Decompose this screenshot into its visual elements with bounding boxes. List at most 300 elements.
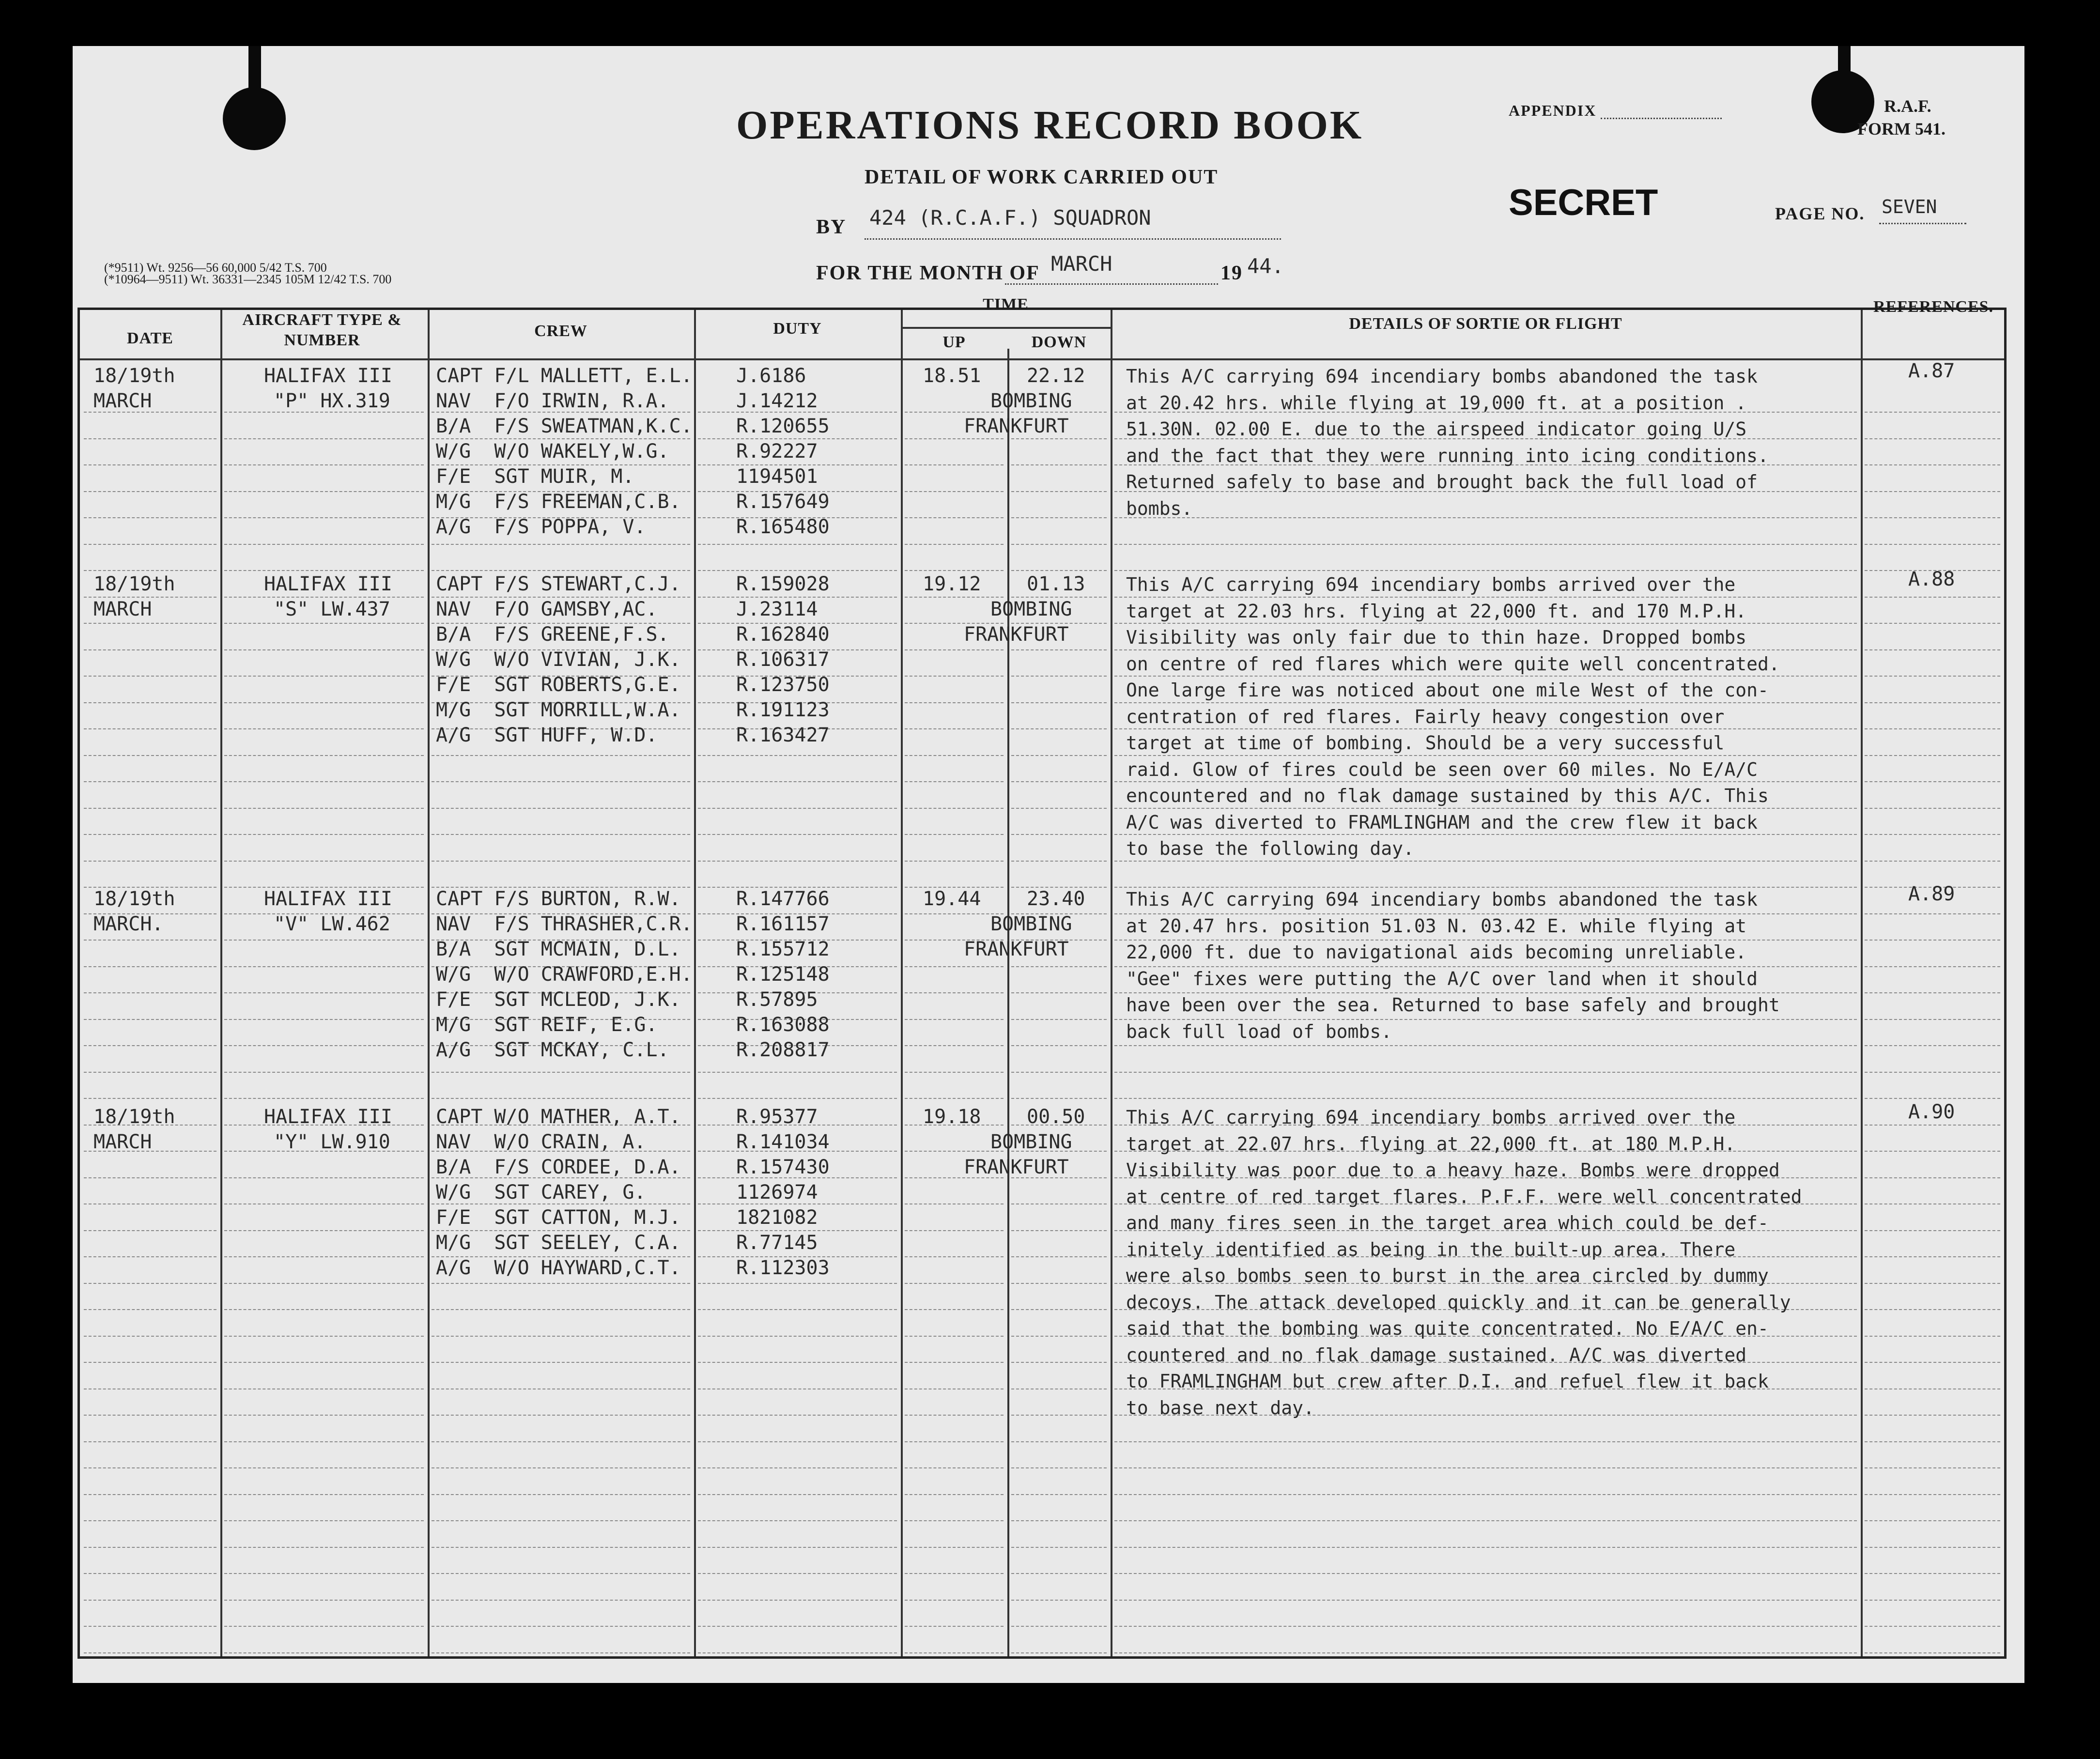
entry-date: MARCH bbox=[93, 390, 152, 412]
ruled-line bbox=[905, 1256, 1004, 1257]
crew-member: M/G F/S FREEMAN,C.B. bbox=[436, 491, 681, 513]
ruled-line bbox=[432, 808, 690, 809]
ruled-line bbox=[905, 1362, 1004, 1363]
entry-date: MARCH bbox=[93, 598, 152, 620]
ruled-line bbox=[432, 1283, 690, 1284]
ruled-line bbox=[905, 1283, 1004, 1284]
ruled-line bbox=[1865, 913, 2000, 914]
ruled-line bbox=[698, 1626, 897, 1627]
time-up: 19.44 bbox=[923, 888, 981, 910]
form-title: OPERATIONS RECORD BOOK bbox=[736, 103, 1364, 148]
ruled-line bbox=[84, 702, 216, 703]
service-number: R.123750 bbox=[736, 674, 830, 696]
sortie-detail-line: countered and no flak damage sustained. A/C was diverted bbox=[1126, 1344, 1747, 1366]
operation-target: FRANKFURT bbox=[964, 415, 1069, 437]
service-number: J.14212 bbox=[736, 390, 818, 412]
service-number: R.163427 bbox=[736, 724, 830, 746]
sortie-detail-line: have been over the sea. Returned to base safely and brought bbox=[1126, 994, 1780, 1016]
crew-member: W/G W/O CRAWFORD,E.H. bbox=[436, 963, 693, 986]
ruled-line bbox=[1865, 491, 2000, 492]
header-bottom-line bbox=[80, 358, 2004, 360]
ruled-line bbox=[84, 1336, 216, 1337]
ruled-line bbox=[1865, 808, 2000, 809]
ruled-line bbox=[84, 781, 216, 782]
ruled-line bbox=[905, 992, 1004, 993]
crew-member: CAPT F/S STEWART,C.J. bbox=[436, 573, 681, 595]
ruled-line bbox=[432, 544, 690, 545]
ruled-line bbox=[84, 1652, 216, 1653]
ruled-line bbox=[1865, 1467, 2000, 1468]
ruled-line bbox=[432, 1098, 690, 1099]
ruled-line bbox=[84, 491, 216, 492]
ruled-line bbox=[698, 1494, 897, 1495]
header-date: DATE bbox=[127, 329, 173, 347]
ruled-line bbox=[224, 438, 424, 439]
ruled-line bbox=[905, 1600, 1004, 1601]
ruled-line bbox=[1865, 1573, 2000, 1574]
ruled-line bbox=[1011, 1230, 1107, 1231]
service-number: R.147766 bbox=[736, 888, 830, 910]
sortie-detail-line: 22,000 ft. due to navigational aids becoming unreliable. bbox=[1126, 941, 1747, 963]
ruled-line bbox=[905, 808, 1004, 809]
ruled-line bbox=[84, 1626, 216, 1627]
ruled-line bbox=[84, 992, 216, 993]
crew-member: NAV F/O IRWIN, R.A. bbox=[436, 390, 669, 412]
ruled-line bbox=[84, 1019, 216, 1020]
sortie-detail-line: One large fire was noticed about one mile West of the con- bbox=[1126, 679, 1769, 701]
ruled-line bbox=[432, 1415, 690, 1416]
sortie-detail-line: bombs. bbox=[1126, 497, 1193, 519]
ruled-line bbox=[905, 1626, 1004, 1627]
ruled-line bbox=[84, 861, 216, 862]
ruled-line bbox=[84, 1072, 216, 1073]
reference-code: A.90 bbox=[1908, 1101, 1955, 1123]
ruled-line bbox=[224, 1547, 424, 1548]
ruled-line bbox=[432, 861, 690, 862]
operation-type: BOMBING bbox=[990, 390, 1072, 412]
service-number: R.162840 bbox=[736, 623, 830, 646]
sortie-table bbox=[77, 295, 2007, 1659]
ruled-line bbox=[1865, 1019, 2000, 1020]
ruled-line bbox=[224, 992, 424, 993]
reference-code: A.89 bbox=[1908, 883, 1955, 905]
ruled-line bbox=[1865, 676, 2000, 677]
time-down: 23.40 bbox=[1027, 888, 1085, 910]
sortie-detail-line: Visibility was poor due to a heavy haze. Bombs were dropped bbox=[1126, 1159, 1780, 1181]
crew-member: F/E SGT MUIR, M. bbox=[436, 465, 634, 488]
ruled-line bbox=[224, 1415, 424, 1416]
ruled-line bbox=[1865, 728, 2000, 729]
ruled-line bbox=[698, 1309, 897, 1310]
ruled-line bbox=[1011, 1573, 1107, 1574]
ruled-line bbox=[224, 649, 424, 650]
ruled-line bbox=[1011, 861, 1107, 862]
ruled-line bbox=[905, 491, 1004, 492]
ruled-line bbox=[1865, 412, 2000, 413]
ruled-line bbox=[1011, 676, 1107, 677]
entry-aircraft: HALIFAX III bbox=[264, 1106, 392, 1128]
ruled-line bbox=[1865, 623, 2000, 624]
entry-aircraft: "P" HX.319 bbox=[274, 390, 390, 412]
ruled-line bbox=[1865, 1415, 2000, 1416]
operation-type: BOMBING bbox=[990, 598, 1072, 620]
sortie-detail-line: This A/C carrying 694 incendiary bombs abandoned the task bbox=[1126, 366, 1758, 387]
ruled-line bbox=[224, 728, 424, 729]
by-label: BY bbox=[816, 216, 847, 238]
ruled-line bbox=[905, 1309, 1004, 1310]
ruled-line bbox=[224, 1309, 424, 1310]
ruled-line bbox=[84, 1441, 216, 1442]
ruled-line bbox=[84, 1045, 216, 1046]
sortie-detail-line: at centre of red target flares. P.F.F. were well concentrated bbox=[1126, 1186, 1802, 1207]
ruled-line bbox=[1011, 966, 1107, 967]
ruled-line bbox=[1865, 1600, 2000, 1601]
form-code-541: FORM 541. bbox=[1857, 119, 1946, 139]
ruled-line bbox=[84, 755, 216, 756]
sortie-detail-line: to FRAMLINGHAM but crew after D.I. and refuel flew it back bbox=[1126, 1371, 1769, 1392]
ruled-line bbox=[1011, 1547, 1107, 1548]
crew-member: NAV W/O CRAIN, A. bbox=[436, 1131, 646, 1153]
ruled-line bbox=[1865, 438, 2000, 439]
ruled-line bbox=[1011, 544, 1107, 545]
ruled-line bbox=[224, 1256, 424, 1257]
ruled-line bbox=[224, 623, 424, 624]
ruled-line bbox=[432, 1072, 690, 1073]
ruled-line bbox=[1011, 808, 1107, 809]
col-divider bbox=[901, 310, 903, 1656]
ruled-line bbox=[1114, 570, 1857, 571]
ruled-line bbox=[224, 544, 424, 545]
page-number-value: SEVEN bbox=[1882, 196, 1937, 217]
sortie-detail-line: A/C was diverted to FRAMLINGHAM and the crew flew it back bbox=[1126, 811, 1758, 833]
ruled-line bbox=[1865, 1362, 2000, 1363]
ruled-line bbox=[1011, 570, 1107, 571]
ruled-line bbox=[84, 1256, 216, 1257]
printer-line-2: (*10964—9511) Wt. 36331—2345 105M 12/42 T.S. 700 bbox=[104, 272, 392, 286]
service-number: R.163088 bbox=[736, 1014, 830, 1036]
ruled-line bbox=[905, 1336, 1004, 1337]
ruled-line bbox=[224, 1626, 424, 1627]
ruled-line bbox=[84, 808, 216, 809]
ruled-line bbox=[224, 1467, 424, 1468]
ruled-line bbox=[84, 1547, 216, 1548]
ruled-line bbox=[905, 464, 1004, 465]
ruled-line bbox=[1865, 1072, 2000, 1073]
ruled-line bbox=[1011, 992, 1107, 993]
col-divider bbox=[694, 310, 696, 1656]
ruled-line bbox=[224, 966, 424, 967]
ruled-line bbox=[1114, 517, 1857, 518]
ruled-line bbox=[1865, 1177, 2000, 1178]
ruled-line bbox=[1114, 1467, 1857, 1468]
ruled-line bbox=[224, 1600, 424, 1601]
crew-member: W/G W/O VIVIAN, J.K. bbox=[436, 648, 681, 671]
ruled-line bbox=[1011, 1098, 1107, 1099]
ruled-line bbox=[698, 1547, 897, 1548]
crew-member: A/G W/O HAYWARD,C.T. bbox=[436, 1257, 681, 1279]
ruled-line bbox=[224, 1362, 424, 1363]
ruled-line bbox=[1865, 1230, 2000, 1231]
ruled-line bbox=[698, 544, 897, 545]
ruled-line bbox=[698, 1520, 897, 1521]
time-down: 01.13 bbox=[1027, 573, 1085, 595]
ruled-line bbox=[432, 1309, 690, 1310]
ruled-line bbox=[1011, 781, 1107, 782]
ruled-line bbox=[432, 570, 690, 571]
header-duty: DUTY bbox=[773, 320, 822, 338]
service-number: 1126974 bbox=[736, 1181, 818, 1204]
ruled-line bbox=[1865, 1652, 2000, 1653]
ruled-line bbox=[224, 1494, 424, 1495]
service-number: R.157430 bbox=[736, 1156, 830, 1178]
sortie-detail-line: said that the bombing was quite concentrated. No E/A/C en- bbox=[1126, 1318, 1769, 1339]
binder-hole-left bbox=[223, 87, 286, 150]
crew-member: NAV F/S THRASHER,C.R. bbox=[436, 913, 693, 935]
ruled-line bbox=[698, 1467, 897, 1468]
crew-member: B/A SGT MCMAIN, D.L. bbox=[436, 938, 681, 960]
ruled-line bbox=[1865, 1441, 2000, 1442]
ruled-line bbox=[698, 1283, 897, 1284]
header-aircraft: AIRCRAFT TYPE & NUMBER bbox=[242, 311, 402, 349]
month-label: FOR THE MONTH OF bbox=[816, 262, 1040, 284]
sortie-detail-line: encountered and no flak damage sustained by this A/C. This bbox=[1126, 785, 1769, 806]
header-time-up: UP bbox=[942, 333, 966, 351]
ruled-line bbox=[905, 1019, 1004, 1020]
ruled-line bbox=[1114, 1547, 1857, 1548]
ruled-line bbox=[698, 834, 897, 835]
sortie-detail-line: Returned safely to base and brought back the full load of bbox=[1126, 471, 1758, 493]
ruled-line bbox=[1011, 1441, 1107, 1442]
ruled-line bbox=[1865, 755, 2000, 756]
ruled-line bbox=[1114, 1098, 1857, 1099]
crew-member: NAV F/O GAMSBY,AC. bbox=[436, 598, 658, 620]
sortie-detail-line: at 20.47 hrs. position 51.03 N. 03.42 E. while flying at bbox=[1126, 915, 1747, 937]
entry-date: 18/19th bbox=[93, 888, 175, 910]
year-prefix: 19 bbox=[1220, 262, 1243, 284]
crew-member: CAPT W/O MATHER, A.T. bbox=[436, 1106, 681, 1128]
time-up: 19.18 bbox=[923, 1106, 981, 1128]
ruled-line bbox=[1865, 517, 2000, 518]
ruled-line bbox=[84, 1177, 216, 1178]
service-number: R.165480 bbox=[736, 516, 830, 538]
ruled-line bbox=[698, 1652, 897, 1653]
service-number: R.120655 bbox=[736, 415, 830, 437]
operation-type: BOMBING bbox=[990, 913, 1072, 935]
ruled-line bbox=[1011, 755, 1107, 756]
ruled-line bbox=[224, 781, 424, 782]
operation-target: FRANKFURT bbox=[964, 938, 1069, 960]
ruled-line bbox=[432, 1547, 690, 1548]
ruled-line bbox=[905, 1467, 1004, 1468]
header-time: TIME bbox=[983, 295, 1029, 313]
ruled-line bbox=[432, 1573, 690, 1574]
ruled-line bbox=[1865, 992, 2000, 993]
sortie-detail-line: This A/C carrying 694 incendiary bombs arrived over the bbox=[1126, 1107, 1736, 1128]
form-code-raf: R.A.F. bbox=[1884, 96, 1931, 116]
ruled-line bbox=[84, 1573, 216, 1574]
ruled-line bbox=[905, 1415, 1004, 1416]
crew-member: B/A F/S GREENE,F.S. bbox=[436, 623, 669, 646]
ruled-line bbox=[1114, 1600, 1857, 1601]
ruled-line bbox=[1011, 1415, 1107, 1416]
ruled-line bbox=[224, 1019, 424, 1020]
ruled-line bbox=[224, 1283, 424, 1284]
ruled-line bbox=[224, 861, 424, 862]
sortie-detail-line: Visibility was only fair due to thin haze. Dropped bombs bbox=[1126, 627, 1747, 648]
crew-member: M/G SGT MORRILL,W.A. bbox=[436, 699, 681, 721]
entry-date: 18/19th bbox=[93, 365, 175, 387]
ruled-line bbox=[905, 781, 1004, 782]
service-number: R.159028 bbox=[736, 573, 830, 595]
ruled-line bbox=[84, 1494, 216, 1495]
ruled-line bbox=[432, 755, 690, 756]
ruled-line bbox=[905, 702, 1004, 703]
ruled-line bbox=[905, 1573, 1004, 1574]
ruled-line bbox=[698, 570, 897, 571]
ruled-line bbox=[432, 1600, 690, 1601]
ruled-line bbox=[1114, 1520, 1857, 1521]
entry-date: MARCH bbox=[93, 1131, 152, 1153]
time-up: 19.12 bbox=[923, 573, 981, 595]
ruled-line bbox=[905, 728, 1004, 729]
ruled-line bbox=[1011, 464, 1107, 465]
header-crew: CREW bbox=[534, 322, 587, 340]
ruled-line bbox=[698, 1441, 897, 1442]
ruled-line bbox=[905, 1230, 1004, 1231]
ruled-line bbox=[1011, 1362, 1107, 1363]
ruled-line bbox=[84, 544, 216, 545]
ruled-line bbox=[1011, 491, 1107, 492]
entry-date: 18/19th bbox=[93, 573, 175, 595]
sortie-detail-line: to base next day. bbox=[1126, 1397, 1314, 1419]
ruled-line bbox=[224, 517, 424, 518]
ruled-line bbox=[1011, 1494, 1107, 1495]
month-value: MARCH bbox=[1051, 252, 1112, 276]
entry-aircraft: HALIFAX III bbox=[264, 573, 392, 595]
service-number: R.125148 bbox=[736, 963, 830, 986]
ruled-line bbox=[698, 1600, 897, 1601]
page-number-underline bbox=[1879, 223, 1966, 224]
ruled-line bbox=[1114, 1045, 1857, 1046]
ruled-line bbox=[1114, 1626, 1857, 1627]
crew-member: M/G SGT REIF, E.G. bbox=[436, 1014, 658, 1036]
ruled-line bbox=[1011, 1652, 1107, 1653]
ruled-line bbox=[698, 781, 897, 782]
ruled-line bbox=[698, 1415, 897, 1416]
entry-aircraft: "V" LW.462 bbox=[274, 913, 390, 935]
ruled-line bbox=[1865, 1309, 2000, 1310]
entry-aircraft: HALIFAX III bbox=[264, 888, 392, 910]
ruled-line bbox=[1011, 1072, 1107, 1073]
ruled-line bbox=[1114, 544, 1857, 545]
ruled-line bbox=[84, 623, 216, 624]
ruled-line bbox=[1011, 702, 1107, 703]
service-number: R.161157 bbox=[736, 913, 830, 935]
ruled-line bbox=[224, 1177, 424, 1178]
service-number: J.23114 bbox=[736, 598, 818, 620]
service-number: R.77145 bbox=[736, 1232, 818, 1254]
operation-type: BOMBING bbox=[990, 1131, 1072, 1153]
ruled-line bbox=[84, 940, 216, 941]
entry-date: MARCH. bbox=[93, 913, 164, 935]
ruled-line bbox=[432, 1652, 690, 1653]
crew-member: F/E SGT CATTON, M.J. bbox=[436, 1206, 681, 1229]
ruled-line bbox=[1114, 1072, 1857, 1073]
sortie-detail-line: raid. Glow of fires could be seen over 60 miles. No E/A/C bbox=[1126, 758, 1758, 780]
ruled-line bbox=[698, 861, 897, 862]
ruled-line bbox=[698, 808, 897, 809]
ruled-line bbox=[224, 1230, 424, 1231]
ruled-line bbox=[1865, 1336, 2000, 1337]
ruled-line bbox=[224, 1098, 424, 1099]
sortie-detail-line: to base the following day. bbox=[1126, 838, 1414, 859]
ruled-line bbox=[905, 570, 1004, 571]
ruled-line bbox=[1865, 1151, 2000, 1152]
sortie-detail-line: and many fires seen in the target area which could be def- bbox=[1126, 1212, 1769, 1234]
ruled-line bbox=[1011, 1626, 1107, 1627]
header-references: REFERENCES. bbox=[1873, 298, 1994, 316]
ruled-line bbox=[905, 913, 1004, 914]
ruled-line bbox=[1011, 1600, 1107, 1601]
ruled-line bbox=[84, 1230, 216, 1231]
crew-member: F/E SGT ROBERTS,G.E. bbox=[436, 674, 681, 696]
sortie-detail-line: were also bombs seen to burst in the area circled by dummy bbox=[1126, 1265, 1769, 1286]
service-number: R.208817 bbox=[736, 1039, 830, 1061]
ruled-line bbox=[1865, 781, 2000, 782]
ruled-line bbox=[905, 1494, 1004, 1495]
printer-line-1: (*9511) Wt. 9256—56 60,000 5/42 T.S. 700 bbox=[104, 261, 327, 275]
service-number: R.95377 bbox=[736, 1106, 818, 1128]
operation-target: FRANKFURT bbox=[964, 1156, 1069, 1178]
service-number: R.141034 bbox=[736, 1131, 830, 1153]
ruled-line bbox=[1114, 1652, 1857, 1653]
header-details: DETAILS OF SORTIE OR FLIGHT bbox=[1349, 315, 1622, 333]
ruled-line bbox=[905, 1547, 1004, 1548]
reference-code: A.88 bbox=[1908, 568, 1955, 590]
ruled-line bbox=[905, 1151, 1004, 1152]
ruled-line bbox=[432, 781, 690, 782]
ruled-line bbox=[224, 1336, 424, 1337]
crew-member: CAPT F/S BURTON, R.W. bbox=[436, 888, 681, 910]
sortie-detail-line: target at 22.03 hrs. flying at 22,000 ft. and 170 M.P.H. bbox=[1126, 600, 1747, 622]
crew-member: A/G SGT MCKAY, C.L. bbox=[436, 1039, 669, 1061]
ruled-line bbox=[1865, 1547, 2000, 1548]
squadron-value: 424 (R.C.A.F.) SQUADRON bbox=[869, 206, 1151, 230]
ruled-line bbox=[432, 1467, 690, 1468]
col-divider bbox=[1861, 310, 1863, 1656]
ruled-line bbox=[905, 966, 1004, 967]
ruled-line bbox=[224, 702, 424, 703]
year-value: 44. bbox=[1247, 254, 1284, 278]
ruled-line bbox=[905, 834, 1004, 835]
ruled-line bbox=[1011, 1336, 1107, 1337]
crew-member: F/E SGT MCLEOD, J.K. bbox=[436, 988, 681, 1011]
service-number: 1821082 bbox=[736, 1206, 818, 1229]
ruled-line bbox=[698, 1098, 897, 1099]
service-number: R.57895 bbox=[736, 988, 818, 1011]
col-divider bbox=[220, 310, 222, 1656]
crew-member: M/G SGT SEELEY, C.A. bbox=[436, 1232, 681, 1254]
ruled-line bbox=[905, 1520, 1004, 1521]
ruled-line bbox=[432, 1494, 690, 1495]
ruled-line bbox=[905, 1441, 1004, 1442]
ruled-line bbox=[84, 1362, 216, 1363]
sortie-detail-line: initely identified as being in the built-up area. There bbox=[1126, 1238, 1736, 1260]
sortie-detail-line: centration of red flares. Fairly heavy congestion over bbox=[1126, 706, 1725, 727]
sortie-detail-line: This A/C carrying 694 incendiary bombs abandoned the task bbox=[1126, 889, 1758, 910]
ruled-line bbox=[1865, 1494, 2000, 1495]
ruled-line bbox=[432, 1441, 690, 1442]
